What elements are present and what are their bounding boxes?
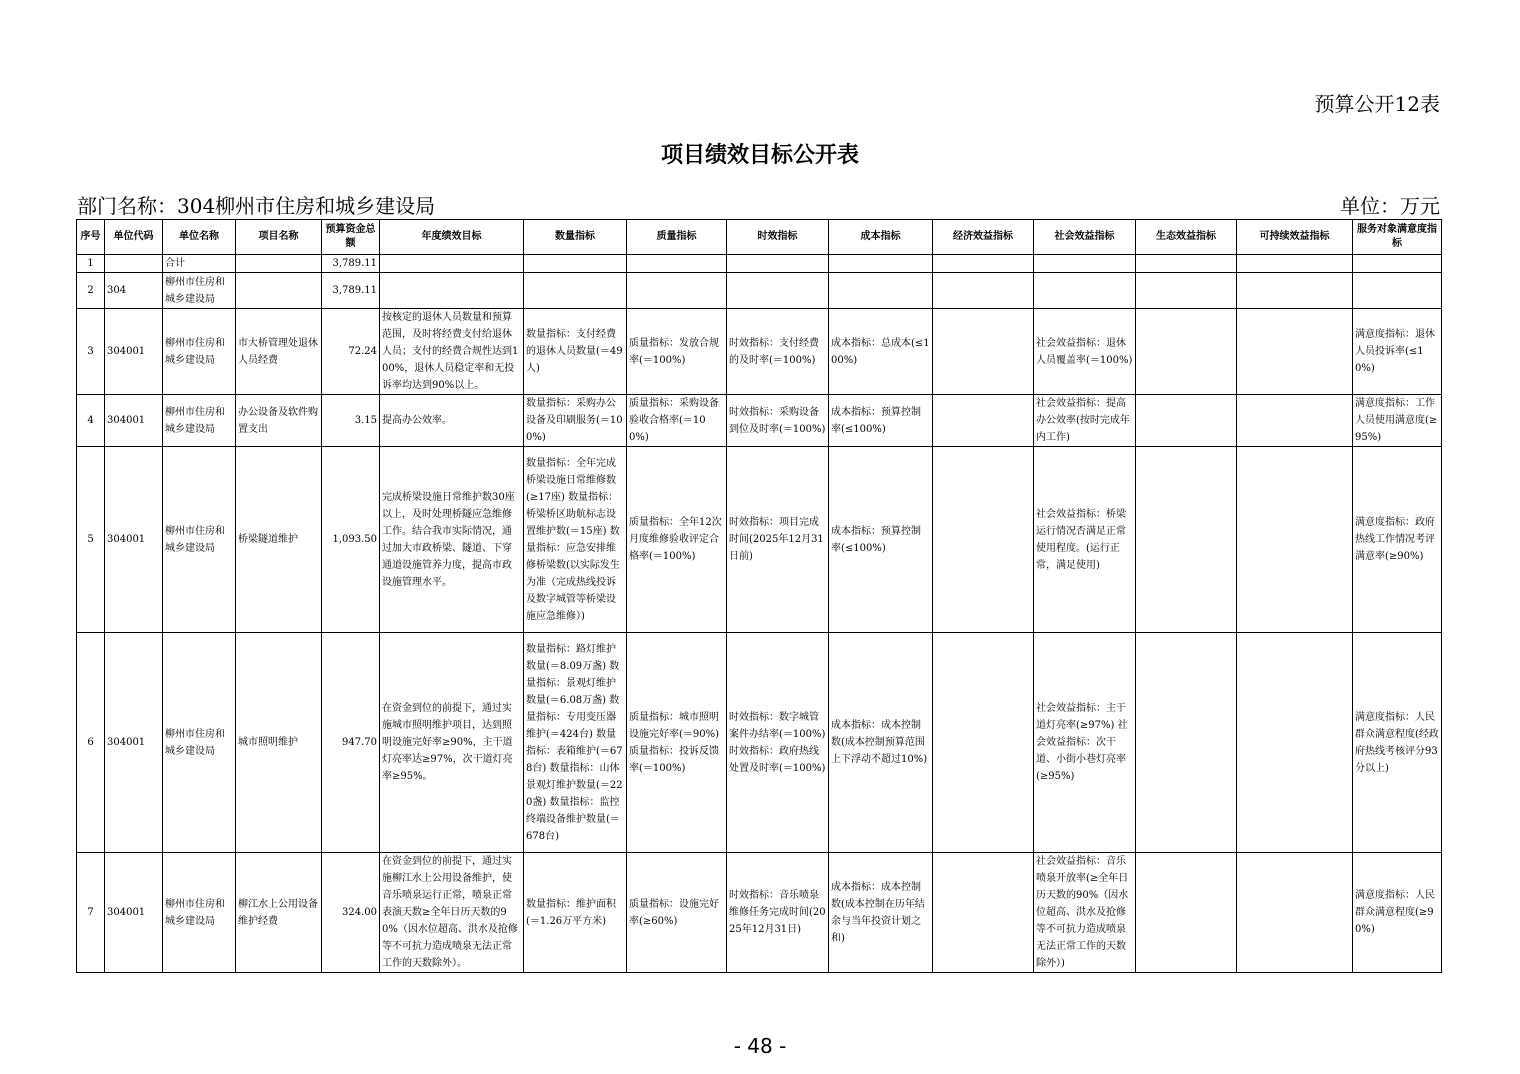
cell-timeliness bbox=[727, 273, 829, 309]
cell-quantity: 数量指标：支付经费的退休人员数量(＝49人) bbox=[524, 309, 627, 395]
cell-sustain bbox=[1237, 395, 1353, 447]
table-header-row bbox=[77, 220, 1442, 255]
cell-project: 城市照明维护 bbox=[236, 633, 322, 853]
cell-social: 社会效益指标：音乐喷泉开放率(≥全年日历天数的90%（因水位超高、洪水及抢修等不可抗力造成喷泉无法正常工作的天数除外）) bbox=[1034, 853, 1136, 973]
cell-project bbox=[236, 255, 322, 273]
column-header: 质量指标 bbox=[627, 220, 727, 255]
cell-unit: 柳州市住房和城乡建设局 bbox=[163, 309, 236, 395]
cell-social bbox=[1034, 255, 1136, 273]
cell-sustain bbox=[1237, 633, 1353, 853]
cell-no: 7 bbox=[77, 853, 105, 973]
cell-goal: 完成桥梁设施日常维护数30座以上，及时处理桥隧应急维修工作。结合我市实际情况，通过加大市政桥梁、隧道、下穿通道设施管养力度，提高市政设施管理水平。 bbox=[380, 447, 524, 633]
column-header: 生态效益指标 bbox=[1136, 220, 1237, 255]
cell-quantity bbox=[524, 273, 627, 309]
cell-quantity: 数量指标：全年完成桥梁设施日常维修数(≥17座) 数量指标：桥梁桥区助航标志设置维护数(＝15座) 数量指标：应急安排维修桥梁数(以实际发生为准（完成热线投诉及数字城管等桥梁设施应急维修）) bbox=[524, 447, 627, 633]
column-header: 项目名称 bbox=[236, 220, 322, 255]
cell-unit: 柳州市住房和城乡建设局 bbox=[163, 853, 236, 973]
cell-timeliness: 时效指标：项目完成时间(2025年12月31日前) bbox=[727, 447, 829, 633]
cell-economic bbox=[933, 309, 1034, 395]
cell-eco bbox=[1136, 853, 1237, 973]
cell-social: 社会效益指标：提高办公效率(按时完成年内工作) bbox=[1034, 395, 1136, 447]
cell-sustain bbox=[1237, 255, 1353, 273]
column-header: 单位名称 bbox=[163, 220, 236, 255]
cell-cost: 成本指标：预算控制率(≤100%) bbox=[829, 395, 933, 447]
cell-code: 304 bbox=[105, 273, 163, 309]
cell-social: 社会效益指标：主干道灯亮率(≥97%) 社会效益指标：次干道、小街小巷灯亮率(≥95%) bbox=[1034, 633, 1136, 853]
cell-project: 市大桥管理处退休人员经费 bbox=[236, 309, 322, 395]
cell-cost: 成本指标：预算控制率(≤100%) bbox=[829, 447, 933, 633]
cell-quality: 质量指标：发放合规率(＝100%) bbox=[627, 309, 727, 395]
table-row bbox=[77, 255, 1442, 273]
cell-economic bbox=[933, 395, 1034, 447]
cell-unit: 柳州市住房和城乡建设局 bbox=[163, 395, 236, 447]
cell-eco bbox=[1136, 395, 1237, 447]
table-row bbox=[77, 447, 1442, 633]
cell-project: 桥梁隧道维护 bbox=[236, 447, 322, 633]
column-header: 经济效益指标 bbox=[933, 220, 1034, 255]
cell-social: 社会效益指标：桥梁运行情况否满足正常使用程度。(运行正常，满足使用) bbox=[1034, 447, 1136, 633]
cell-code: 304001 bbox=[105, 853, 163, 973]
cell-social bbox=[1034, 273, 1136, 309]
cell-timeliness bbox=[727, 255, 829, 273]
cell-satisfaction: 满意度指标：政府热线工作情况考评满意率(≥90%) bbox=[1353, 447, 1442, 633]
cell-amount: 72.24 bbox=[322, 309, 380, 395]
cell-no: 6 bbox=[77, 633, 105, 853]
cell-goal: 提高办公效率。 bbox=[380, 395, 524, 447]
cell-amount: 1,093.50 bbox=[322, 447, 380, 633]
cell-economic bbox=[933, 853, 1034, 973]
table-row bbox=[77, 273, 1442, 309]
cell-sustain bbox=[1237, 853, 1353, 973]
table-row bbox=[77, 633, 1442, 853]
cell-no: 3 bbox=[77, 309, 105, 395]
department-name: 部门名称：304柳州市住房和城乡建设局 bbox=[77, 194, 436, 218]
cell-quantity: 数量指标：采购办公设备及印刷服务(＝100%) bbox=[524, 395, 627, 447]
cell-satisfaction: 满意度指标：人民群众满意程度(经政府热线考核评分93分以上) bbox=[1353, 633, 1442, 853]
performance-table bbox=[76, 219, 1442, 973]
cell-quality bbox=[627, 255, 727, 273]
cell-cost bbox=[829, 255, 933, 273]
cell-no: 5 bbox=[77, 447, 105, 633]
cell-economic bbox=[933, 255, 1034, 273]
cell-project bbox=[236, 273, 322, 309]
cell-quality: 质量指标：采购设备验收合格率(＝100%) bbox=[627, 395, 727, 447]
cell-code: 304001 bbox=[105, 633, 163, 853]
column-header: 预算资金总额 bbox=[322, 220, 380, 255]
cell-timeliness: 时效指标：采购设备到位及时率(＝100%) bbox=[727, 395, 829, 447]
cell-satisfaction bbox=[1353, 255, 1442, 273]
cell-sustain bbox=[1237, 447, 1353, 633]
cell-satisfaction: 满意度指标：人民群众满意程度(≥90%) bbox=[1353, 853, 1442, 973]
column-header: 年度绩效目标 bbox=[380, 220, 524, 255]
cell-satisfaction bbox=[1353, 273, 1442, 309]
cell-economic bbox=[933, 273, 1034, 309]
table-row bbox=[77, 395, 1442, 447]
cell-project: 办公设备及软件购置支出 bbox=[236, 395, 322, 447]
column-header: 数量指标 bbox=[524, 220, 627, 255]
cell-quantity bbox=[524, 255, 627, 273]
cell-no: 4 bbox=[77, 395, 105, 447]
page-title: 项目绩效目标公开表 bbox=[660, 143, 859, 168]
column-header: 单位代码 bbox=[105, 220, 163, 255]
cell-quality: 质量指标：城市照明设施完好率(＝90%) 质量指标：投诉反馈率(＝100%) bbox=[627, 633, 727, 853]
table-row bbox=[77, 309, 1442, 395]
cell-quality: 质量指标：设施完好率(≥60%) bbox=[627, 853, 727, 973]
cell-goal bbox=[380, 273, 524, 309]
column-header: 服务对象满意度指标 bbox=[1353, 220, 1442, 255]
cell-unit: 柳州市住房和城乡建设局 bbox=[163, 447, 236, 633]
cell-timeliness: 时效指标：数字城管案件办结率(＝100%) 时效指标：政府热线处置及时率(＝100%) bbox=[727, 633, 829, 853]
cell-eco bbox=[1136, 273, 1237, 309]
cell-cost: 成本指标：成本控制数(成本控制在历年结余与当年投资计划之和) bbox=[829, 853, 933, 973]
cell-quantity: 数量指标：维护面积(＝1.26万平方米) bbox=[524, 853, 627, 973]
column-header: 社会效益指标 bbox=[1034, 220, 1136, 255]
page-number: - 48 - bbox=[733, 1034, 787, 1058]
cell-amount: 324.00 bbox=[322, 853, 380, 973]
cell-sustain bbox=[1237, 273, 1353, 309]
cell-no: 1 bbox=[77, 255, 105, 273]
cell-project: 柳江水上公用设备维护经费 bbox=[236, 853, 322, 973]
cell-code: 304001 bbox=[105, 395, 163, 447]
cell-amount: 3.15 bbox=[322, 395, 380, 447]
cell-goal bbox=[380, 255, 524, 273]
table-row bbox=[77, 853, 1442, 973]
cell-unit: 柳州市住房和城乡建设局 bbox=[163, 633, 236, 853]
cell-unit: 柳州市住房和城乡建设局 bbox=[163, 273, 236, 309]
cell-cost: 成本指标：成本控制数(成本控制预算范围上下浮动不超过10%) bbox=[829, 633, 933, 853]
cell-no: 2 bbox=[77, 273, 105, 309]
cell-goal: 在资金到位的前提下，通过实施柳江水上公用设备维护，使音乐喷泉运行正常，喷泉正常表演天数≥全年日历天数的90%（因水位超高、洪水及抢修等不可抗力造成喷泉无法正常工作的天数除外）。 bbox=[380, 853, 524, 973]
form-number: 预算公开12表 bbox=[1314, 92, 1440, 116]
cell-economic bbox=[933, 447, 1034, 633]
cell-amount: 3,789.11 bbox=[322, 255, 380, 273]
cell-eco bbox=[1136, 255, 1237, 273]
column-header: 可持续效益指标 bbox=[1237, 220, 1353, 255]
cell-unit: 合计 bbox=[163, 255, 236, 273]
cell-cost: 成本指标：总成本(≤100%) bbox=[829, 309, 933, 395]
column-header: 时效指标 bbox=[727, 220, 829, 255]
column-header: 序号 bbox=[77, 220, 105, 255]
cell-eco bbox=[1136, 309, 1237, 395]
cell-social: 社会效益指标：退休人员覆盖率(＝100%) bbox=[1034, 309, 1136, 395]
cell-goal: 在资金到位的前提下，通过实施城市照明维护项目，达到照明设施完好率≥90%，主干道灯亮率达≥97%，次干道灯亮率≥95%。 bbox=[380, 633, 524, 853]
cell-quality: 质量指标：全年12次月度维修验收评定合格率(＝100%) bbox=[627, 447, 727, 633]
cell-code: 304001 bbox=[105, 309, 163, 395]
cell-eco bbox=[1136, 633, 1237, 853]
cell-goal: 按核定的退休人员数量和预算范围，及时将经费支付给退休人员；支付的经费合规性达到100%，退休人员稳定率和无投诉率均达到90%以上。 bbox=[380, 309, 524, 395]
unit-label: 单位：万元 bbox=[1340, 194, 1440, 218]
cell-code bbox=[105, 255, 163, 273]
cell-eco bbox=[1136, 447, 1237, 633]
cell-amount: 947.70 bbox=[322, 633, 380, 853]
cell-sustain bbox=[1237, 309, 1353, 395]
cell-satisfaction: 满意度指标：退休人员投诉率(≤10%) bbox=[1353, 309, 1442, 395]
cell-quality bbox=[627, 273, 727, 309]
cell-satisfaction: 满意度指标：工作人员使用满意度(≥95%) bbox=[1353, 395, 1442, 447]
cell-cost bbox=[829, 273, 933, 309]
cell-economic bbox=[933, 633, 1034, 853]
cell-timeliness: 时效指标：音乐喷泉维修任务完成时间(2025年12月31日) bbox=[727, 853, 829, 973]
cell-amount: 3,789.11 bbox=[322, 273, 380, 309]
cell-code: 304001 bbox=[105, 447, 163, 633]
cell-quantity: 数量指标：路灯维护数量(＝8.09万盏) 数量指标：景观灯维护数量(＝6.08万盏) 数量指标：专用变压器维护(＝424台) 数量指标：表箱维护(＝678台) 数量指标：山体景观灯维护数量(＝220盏) 数量指标：监控终端设备维护数量(＝678台) bbox=[524, 633, 627, 853]
column-header: 成本指标 bbox=[829, 220, 933, 255]
cell-timeliness: 时效指标：支付经费的及时率(＝100%) bbox=[727, 309, 829, 395]
